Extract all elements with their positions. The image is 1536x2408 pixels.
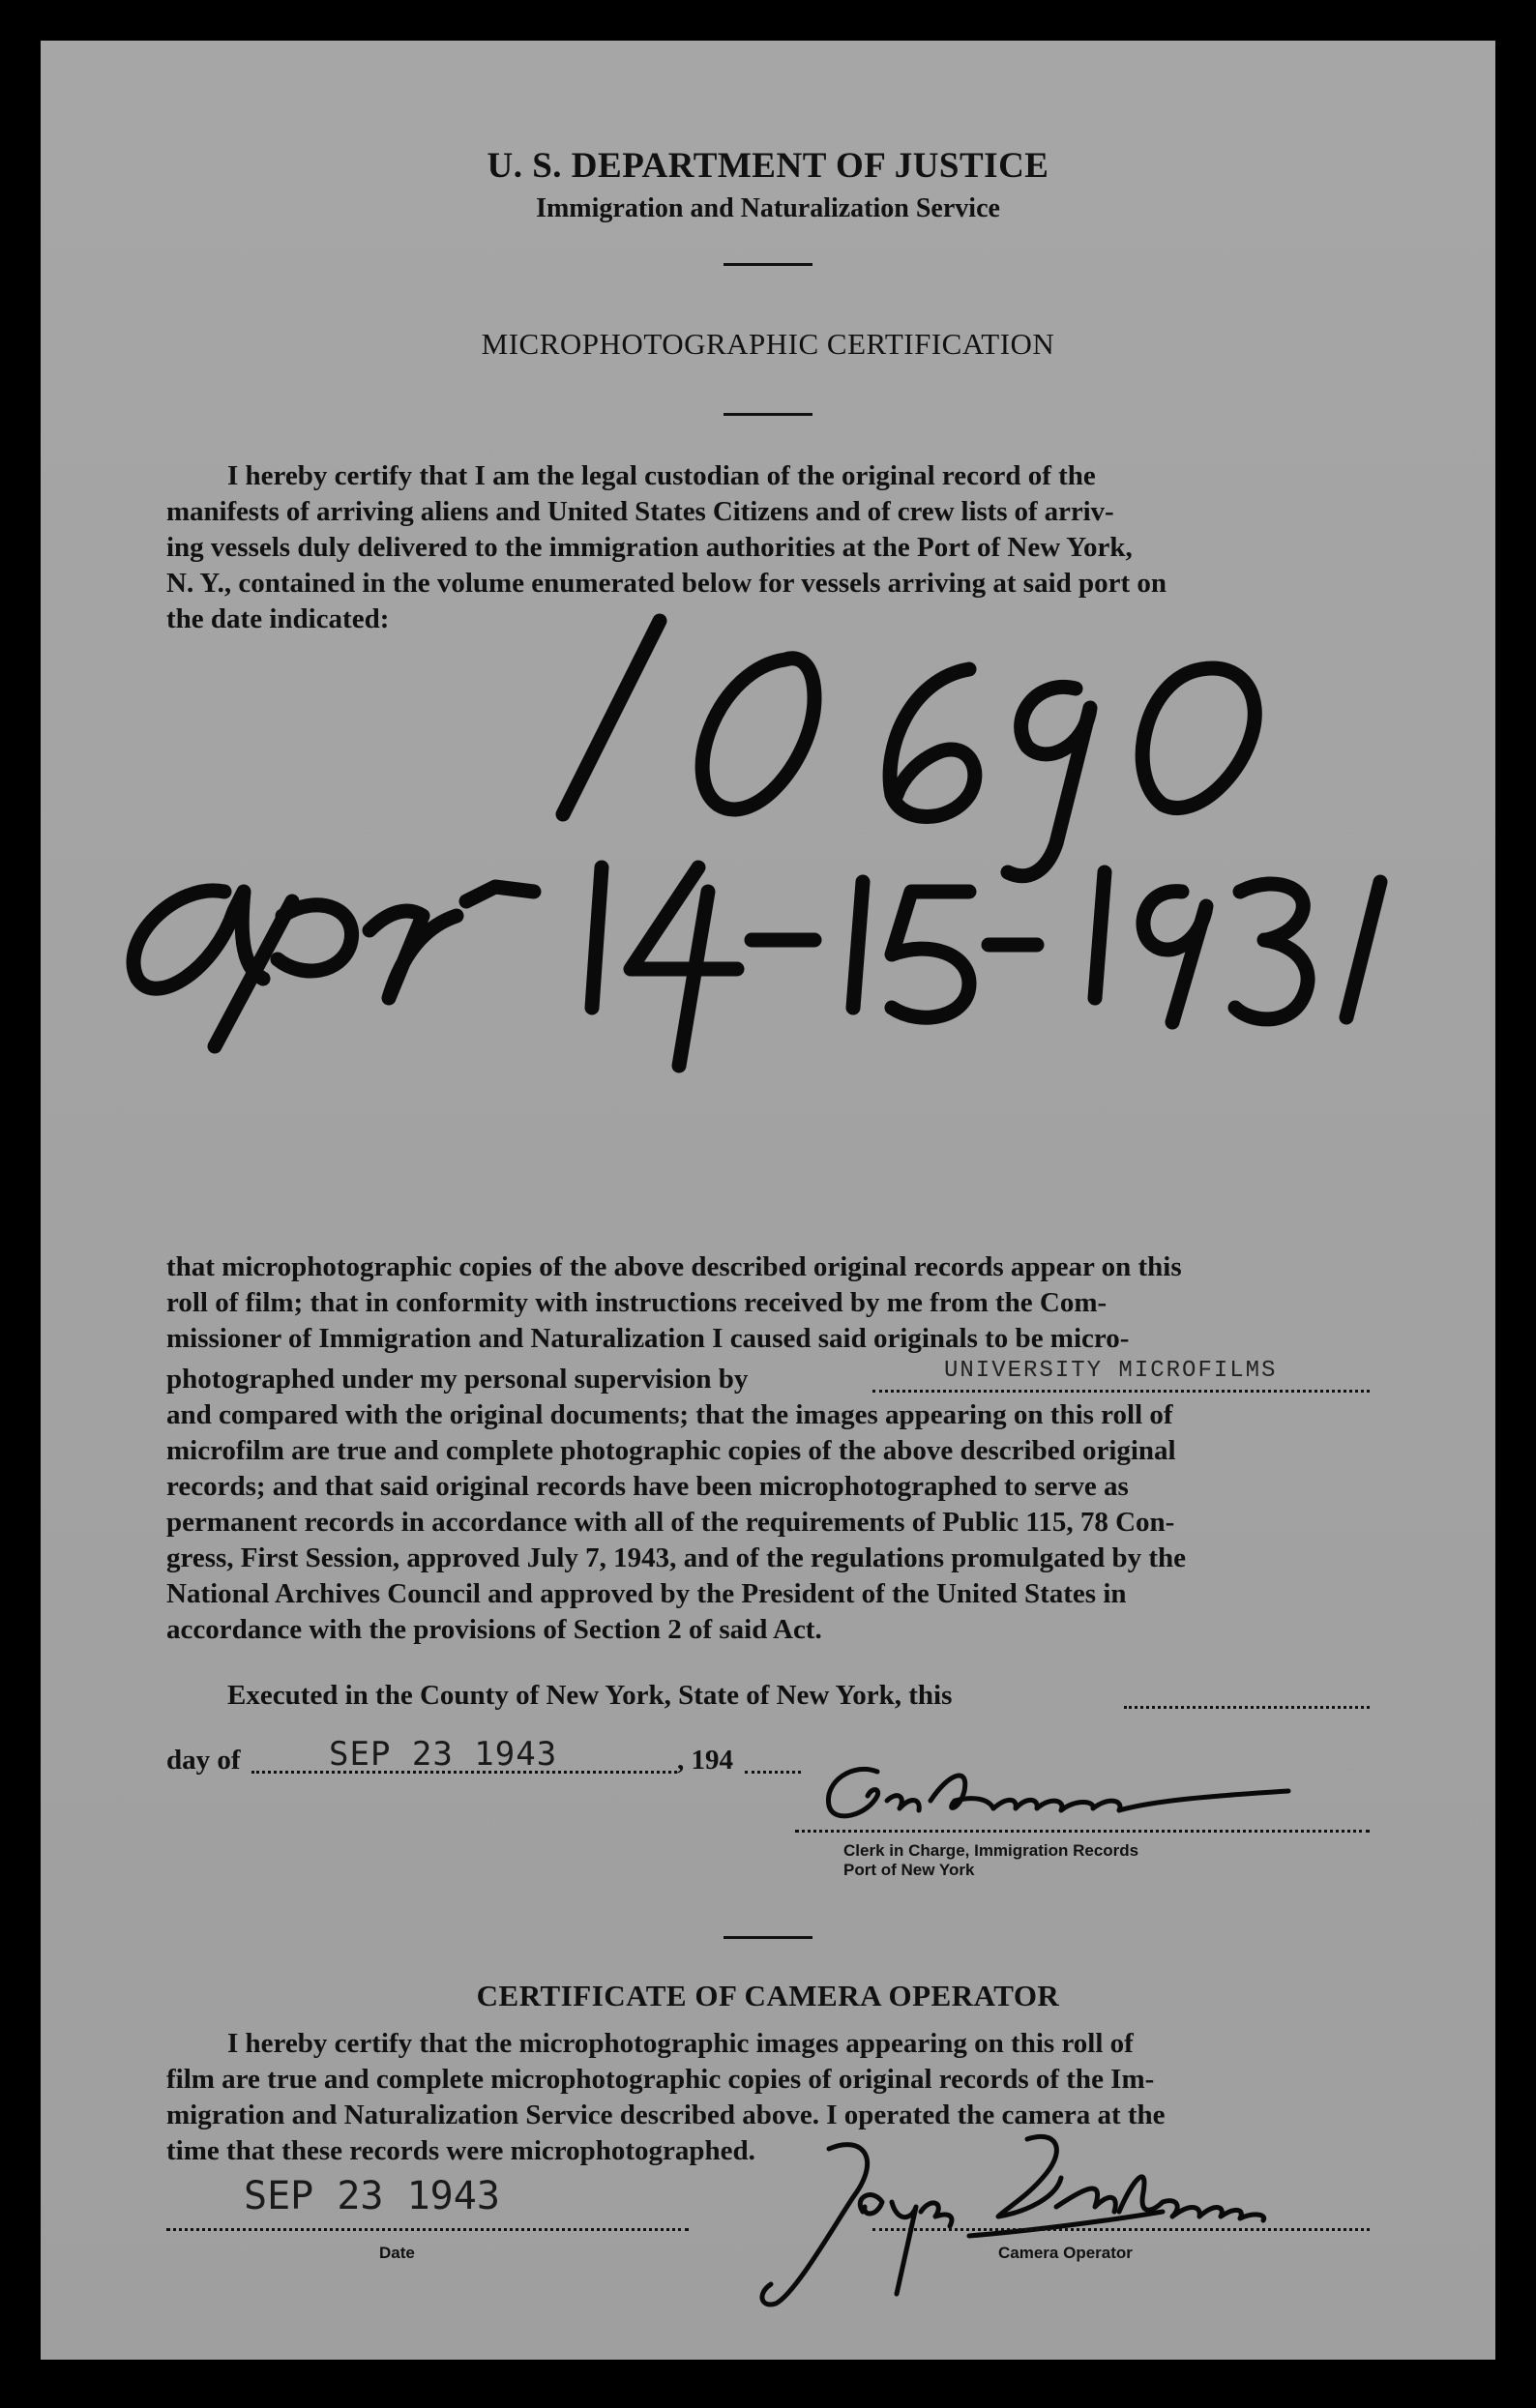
executed-dotted-line [1124,1706,1370,1709]
body-line: gress, First Session, approved July 7, 1943, and of the regulations promulgated by the [166,1542,1187,1573]
clerk-signature-line [795,1830,1370,1833]
operator-line: migration and Naturalization Service described above. I operated the camera at the [166,2100,1166,2130]
intro-line: the date indicated: [166,603,390,634]
service-subtitle: Immigration and Naturalization Service [536,193,1000,223]
department-title: U. S. DEPARTMENT OF JUSTICE [487,146,1049,186]
executed-line: Executed in the County of New York, State of New York, this [227,1680,953,1711]
year-prefix: , 194 [677,1745,733,1776]
operator-date-stamp: SEP 23 1943 [244,2174,500,2218]
body-line: roll of film; that in conformity with instructions received by me from the Com- [166,1287,1108,1318]
certification-title: MICROPHOTOGRAPHIC CERTIFICATION [481,327,1055,361]
clerk-title [843,1841,1138,1880]
operator-date-line [166,2228,689,2231]
operator-line: film are true and complete microphotographic copies of original records of the Im- [166,2064,1155,2095]
operator-signature [737,2120,1337,2323]
certificate-page [41,41,1495,2360]
supervision-dotted-line [872,1390,1370,1393]
operator-signature-line [872,2228,1370,2231]
handwritten-volume-dates [41,41,1495,1104]
body-line: missioner of Immigration and Naturalization I caused said originals to be micro- [166,1323,1130,1354]
clerk-title-line: Clerk in Charge, Immigration Records [843,1841,1139,1860]
date-label: Date [379,2244,415,2262]
operator-line: time that these records were microphotographed. [166,2135,755,2166]
body-line: permanent records in accordance with all of the requirements of Public 115, 78 Con- [166,1507,1175,1538]
divider-rule [724,1936,812,1939]
body-line: accordance with the provisions of Section 2 of said Act. [166,1614,822,1645]
intro-line: ing vessels duly delivered to the immigration authorities at the Port of New York, [166,532,1133,563]
intro-line: N. Y., contained in the volume enumerated below for vessels arriving at said port on [166,568,1167,599]
operator-certificate-title: CERTIFICATE OF CAMERA OPERATOR [476,1979,1060,2012]
intro-line: I hereby certify that I am the legal custodian of the original record of the [227,460,1096,491]
body-line: microfilm are true and complete photographic copies of the above described original [166,1435,1176,1466]
body-line: and compared with the original documents; that the images appearing on this roll of [166,1399,1173,1430]
body-line: National Archives Council and approved by the President of the United States in [166,1578,1127,1609]
body-line: that microphotographic copies of the above described original records appear on this [166,1251,1182,1282]
body-line: records; and that said original records have been microphotographed to serve as [166,1471,1129,1502]
day-of-label: day of [166,1745,241,1776]
clerk-port-line: Port of New York [843,1861,975,1879]
execution-date-stamp: SEP 23 1943 [329,1735,558,1774]
camera-operator-label: Camera Operator [998,2244,1133,2262]
clerk-signature [785,1743,1327,1839]
operator-line: I hereby certify that the microphotographic images appearing on this roll of [227,2028,1134,2059]
intro-line: manifests of arriving aliens and United States Citizens and of crew lists of arriv- [166,496,1114,527]
supervision-name: UNIVERSITY MICROFILMS [944,1358,1278,1384]
supervision-line: photographed under my personal supervision by [166,1364,749,1395]
